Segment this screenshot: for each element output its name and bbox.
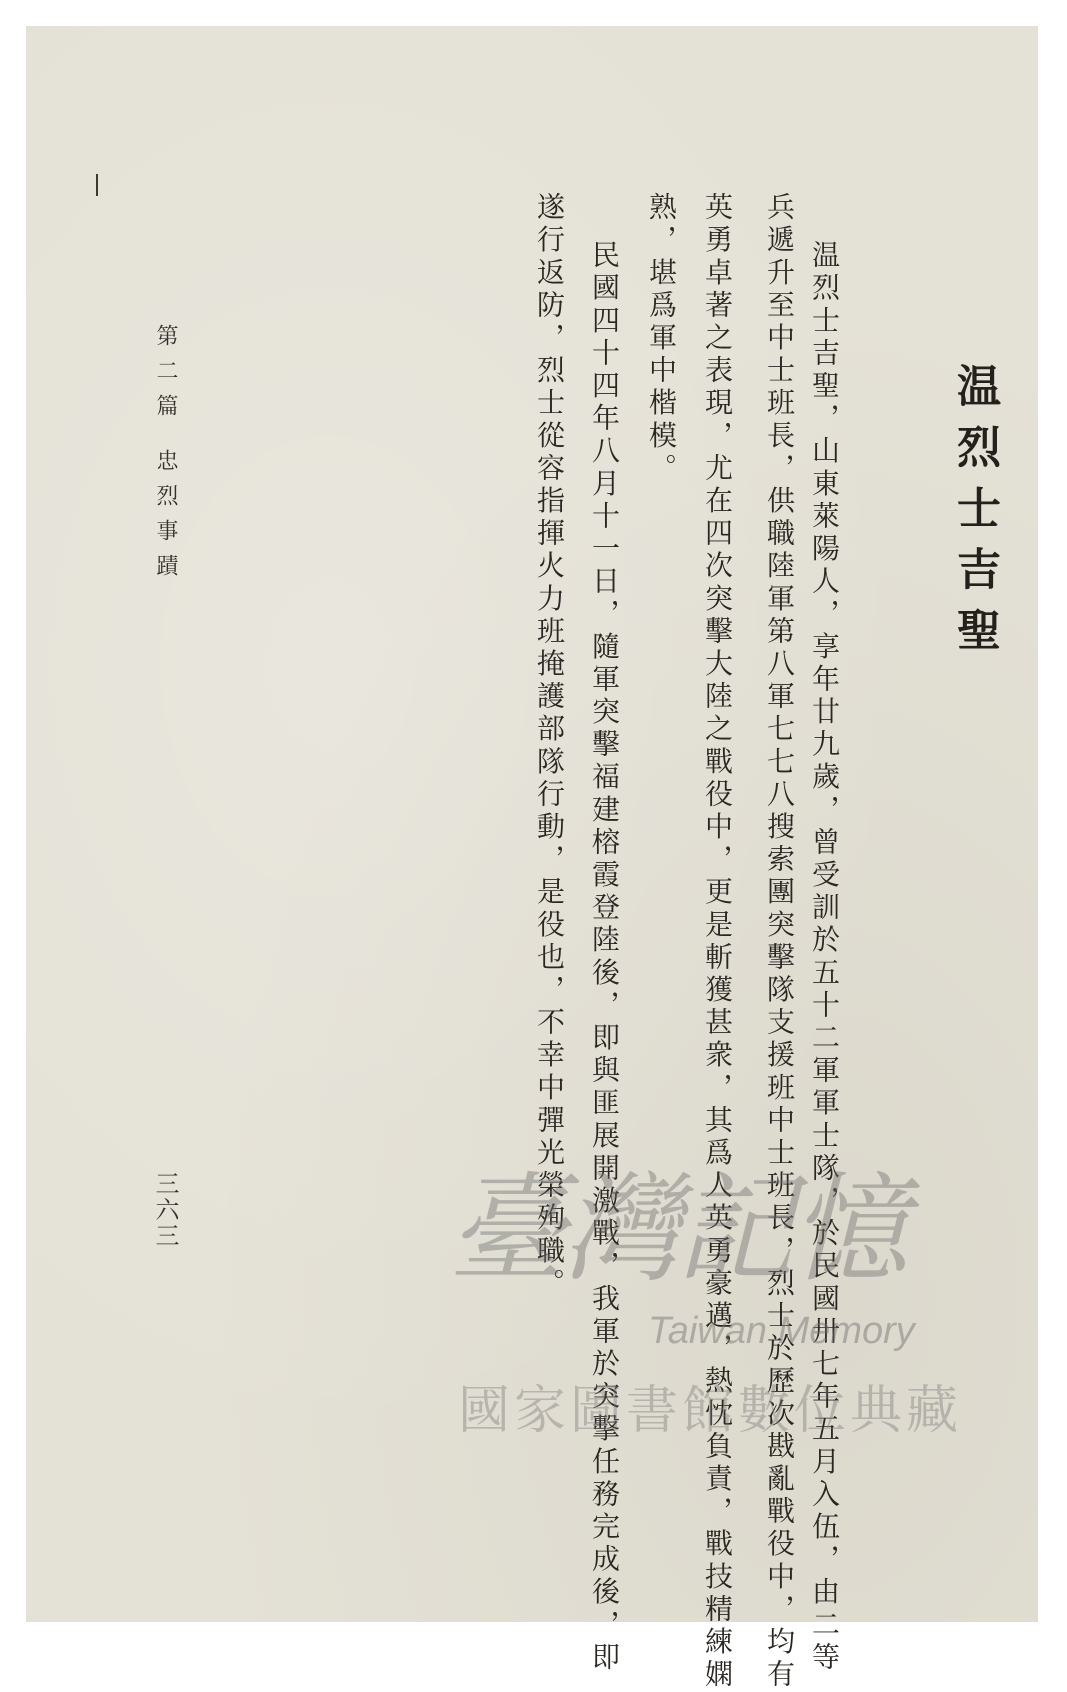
body-column-1: 温烈士吉聖，山東萊陽人，享年廿九歲，曾受訓於五十二軍軍士隊，於民國卅七年五月入伍，由二等 bbox=[808, 240, 841, 1675]
page-number: 三六三 bbox=[151, 1171, 179, 1249]
body-column-2: 兵遞升至中士班長，供職陸軍第八軍七七八搜索團突擊隊支援班中士班長，烈士於歷次戡亂戰役中，均有 bbox=[763, 192, 796, 1692]
document-page bbox=[26, 26, 1038, 1692]
body-column-4: 熟，堪爲軍中楷模。 bbox=[645, 192, 678, 486]
body-column-6: 遂行返防，烈士從容指揮火力班掩護部隊行動，是役也，不幸中彈光榮殉職。 bbox=[533, 192, 566, 1301]
body-column-3: 英勇卓著之表現，尤在四次突擊大陸之戰役中，更是斬獲甚衆，其爲人英勇豪邁，熱忱負責，戰技精練嫻 bbox=[701, 192, 734, 1692]
margin-mark bbox=[96, 174, 98, 196]
body-column-5: 民國四十四年八月十一日，隨軍突擊福建榕霞登陸後，即與匪展開激戰，我軍於突擊任務完成後，即 bbox=[588, 240, 621, 1675]
watermark-english-text: Taiwan Memory bbox=[648, 1310, 915, 1352]
section-footer: 第二篇 忠烈事蹟 bbox=[153, 324, 178, 589]
watermark-brush-text: 臺灣記憶 bbox=[448, 1160, 905, 1298]
page-title: 温烈士吉聖 bbox=[949, 363, 1000, 668]
watermark-library-text: 國家圖書館數位典藏 bbox=[458, 1381, 963, 1441]
